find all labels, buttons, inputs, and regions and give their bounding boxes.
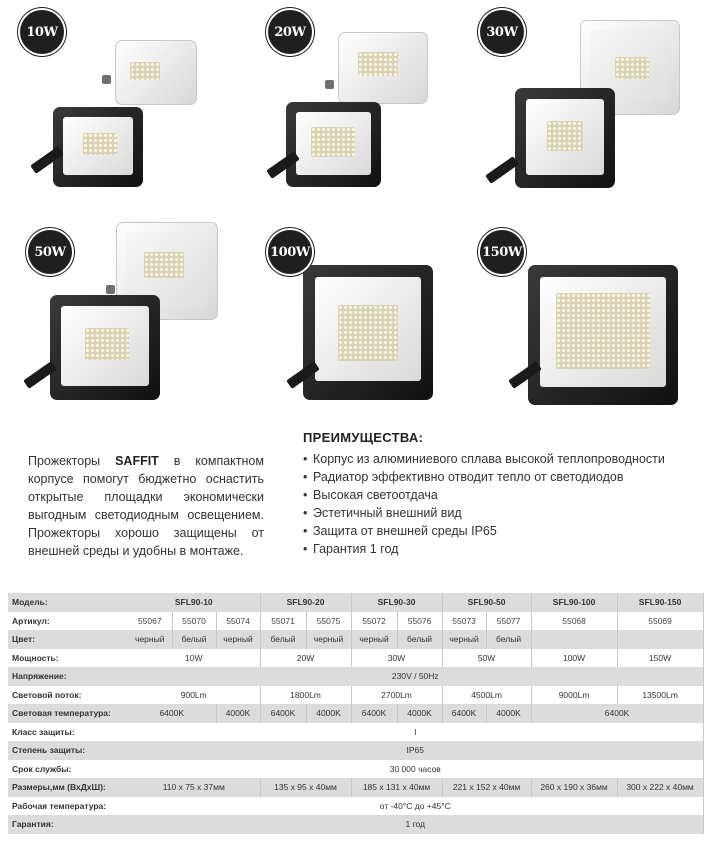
model-cell: SFL90-50	[442, 593, 531, 612]
row-label: Класс защиты:	[8, 723, 128, 742]
table-row-ip	[8, 741, 703, 760]
power-badge: 150W	[480, 230, 524, 274]
power-cell: 10W	[128, 649, 260, 668]
intro-pre: Прожекторы	[28, 454, 101, 468]
flux-cell: 900Lm	[128, 686, 260, 705]
floodlight-black-image	[286, 102, 381, 187]
row-label: Рабочая температура:	[8, 797, 128, 816]
row-label: Степень защиты:	[8, 741, 128, 760]
power-badge: 50W	[28, 230, 72, 274]
advantages-list	[303, 450, 703, 558]
power-cell: 50W	[442, 649, 531, 668]
mount-bracket	[485, 156, 519, 184]
row-label: Цвет:	[8, 630, 128, 649]
temp-cell: 4000K	[306, 704, 351, 723]
list-item: • Корпус из алюминиевого сплава высокой теплопроводности	[303, 450, 703, 468]
class-cell: I	[128, 723, 703, 742]
floodlight-black-image	[53, 107, 143, 187]
optemp-cell: от -40°С до +45°С	[128, 797, 703, 816]
table-row-life	[8, 760, 703, 779]
list-item: • Высокая светоотдача	[303, 486, 703, 504]
table-row-warranty	[8, 815, 703, 834]
color-cell: черный	[442, 630, 486, 649]
size-cell: 260 x 190 x 36мм	[531, 778, 617, 797]
article-cell: 55076	[397, 612, 442, 631]
temp-cell: 6400K	[260, 704, 306, 723]
table-row-class	[8, 723, 703, 742]
voltage-cell: 230V / 50Hz	[128, 667, 703, 686]
model-cell: SFL90-30	[351, 593, 442, 612]
model-cell: SFL90-100	[531, 593, 617, 612]
power-cell: 150W	[617, 649, 703, 668]
temp-cell: 4000K	[216, 704, 260, 723]
spec-table	[8, 593, 704, 834]
color-cell: белый	[486, 630, 531, 649]
color-cell: черный	[306, 630, 351, 649]
product-150w	[480, 230, 710, 430]
list-item: • Радиатор эффективно отводит тепло от светодиодов	[303, 468, 703, 486]
temp-cell: 6400K	[442, 704, 486, 723]
size-cell: 185 x 131 x 40мм	[351, 778, 442, 797]
product-20w	[268, 10, 498, 210]
table-row-power	[8, 649, 703, 668]
model-cell: SFL90-20	[260, 593, 351, 612]
flux-cell: 2700Lm	[351, 686, 442, 705]
product-50w	[28, 230, 258, 430]
size-cell: 110 x 75 x 37мм	[128, 778, 260, 797]
temp-cell: 6400K	[531, 704, 703, 723]
color-cell: белый	[172, 630, 216, 649]
row-label: Модель:	[8, 593, 128, 612]
article-cell: 55077	[486, 612, 531, 631]
warranty-cell: 1 год	[128, 815, 703, 834]
article-cell: 55068	[531, 612, 617, 631]
flux-cell: 4500Lm	[442, 686, 531, 705]
article-cell: 55075	[306, 612, 351, 631]
floodlight-black-image	[303, 265, 433, 400]
article-cell: 55070	[172, 612, 216, 631]
table-row-color	[8, 630, 703, 649]
advantages-block	[303, 430, 703, 558]
article-cell: 55074	[216, 612, 260, 631]
table-row-size	[8, 778, 703, 797]
product-10w	[20, 10, 250, 210]
power-badge: 10W	[20, 10, 64, 54]
brand-name: SAFFIT	[115, 454, 159, 468]
table-row-temperature	[8, 704, 703, 723]
table-row-model	[8, 593, 703, 612]
row-label: Напряжение:	[8, 667, 128, 686]
floodlight-black-image	[50, 295, 160, 400]
temp-cell: 6400K	[128, 704, 216, 723]
flux-cell: 9000Lm	[531, 686, 617, 705]
product-100w	[268, 230, 498, 430]
color-cell	[531, 630, 617, 649]
model-cell: SFL90-150	[617, 593, 703, 612]
list-item: • Защита от внешней среды IP65	[303, 522, 703, 540]
floodlight-white-image	[338, 32, 428, 104]
temp-cell: 6400K	[351, 704, 397, 723]
product-30w	[480, 10, 710, 210]
life-cell: 30 000 часов	[128, 760, 703, 779]
size-cell: 221 x 152 x 40мм	[442, 778, 531, 797]
floodlight-white-image	[115, 40, 197, 105]
floodlight-black-image	[528, 265, 678, 405]
row-label: Световой поток:	[8, 686, 128, 705]
model-cell: SFL90-10	[128, 593, 260, 612]
list-item: • Гарантия 1 год	[303, 540, 703, 558]
table-row-optemp	[8, 797, 703, 816]
power-cell: 20W	[260, 649, 351, 668]
power-cell: 30W	[351, 649, 442, 668]
color-cell	[617, 630, 703, 649]
article-cell: 55073	[442, 612, 486, 631]
color-cell: белый	[397, 630, 442, 649]
article-cell: 55072	[351, 612, 397, 631]
color-cell: черный	[351, 630, 397, 649]
table-row-voltage	[8, 667, 703, 686]
flux-cell: 1800Lm	[260, 686, 351, 705]
size-cell: 135 x 95 x 40мм	[260, 778, 351, 797]
intro-post: в компактном корпусе помогут бюджетно оснастить открытые площадки экономически выгодным светодиодным освещением. Прожекторы хорошо защищены от внешней среды и удобны в монтаже.	[28, 454, 264, 558]
color-cell: черный	[128, 630, 172, 649]
ip-cell: IP65	[128, 741, 703, 760]
temp-cell: 4000K	[486, 704, 531, 723]
flux-cell: 13500Lm	[617, 686, 703, 705]
color-cell: черный	[216, 630, 260, 649]
power-badge: 100W	[268, 230, 312, 274]
table-row-flux	[8, 686, 703, 705]
row-label: Световая температура:	[8, 704, 128, 723]
list-item: • Эстетичный внешний вид	[303, 504, 703, 522]
power-badge: 30W	[480, 10, 524, 54]
article-cell: 55069	[617, 612, 703, 631]
temp-cell: 4000K	[397, 704, 442, 723]
table-row-article	[8, 612, 703, 631]
advantages-title: ПРЕИМУЩЕСТВА:	[303, 430, 424, 445]
article-cell: 55071	[260, 612, 306, 631]
row-label: Артикул:	[8, 612, 128, 631]
power-cell: 100W	[531, 649, 617, 668]
floodlight-black-image	[515, 88, 615, 188]
article-cell: 55067	[128, 612, 172, 631]
row-label: Мощность:	[8, 649, 128, 668]
row-label: Размеры,мм (ВхДхШ):	[8, 778, 128, 797]
intro-paragraph	[28, 452, 264, 560]
color-cell: белый	[260, 630, 306, 649]
row-label: Гарантия:	[8, 815, 128, 834]
size-cell: 300 x 222 x 40мм	[617, 778, 703, 797]
power-badge: 20W	[268, 10, 312, 54]
row-label: Срок службы:	[8, 760, 128, 779]
